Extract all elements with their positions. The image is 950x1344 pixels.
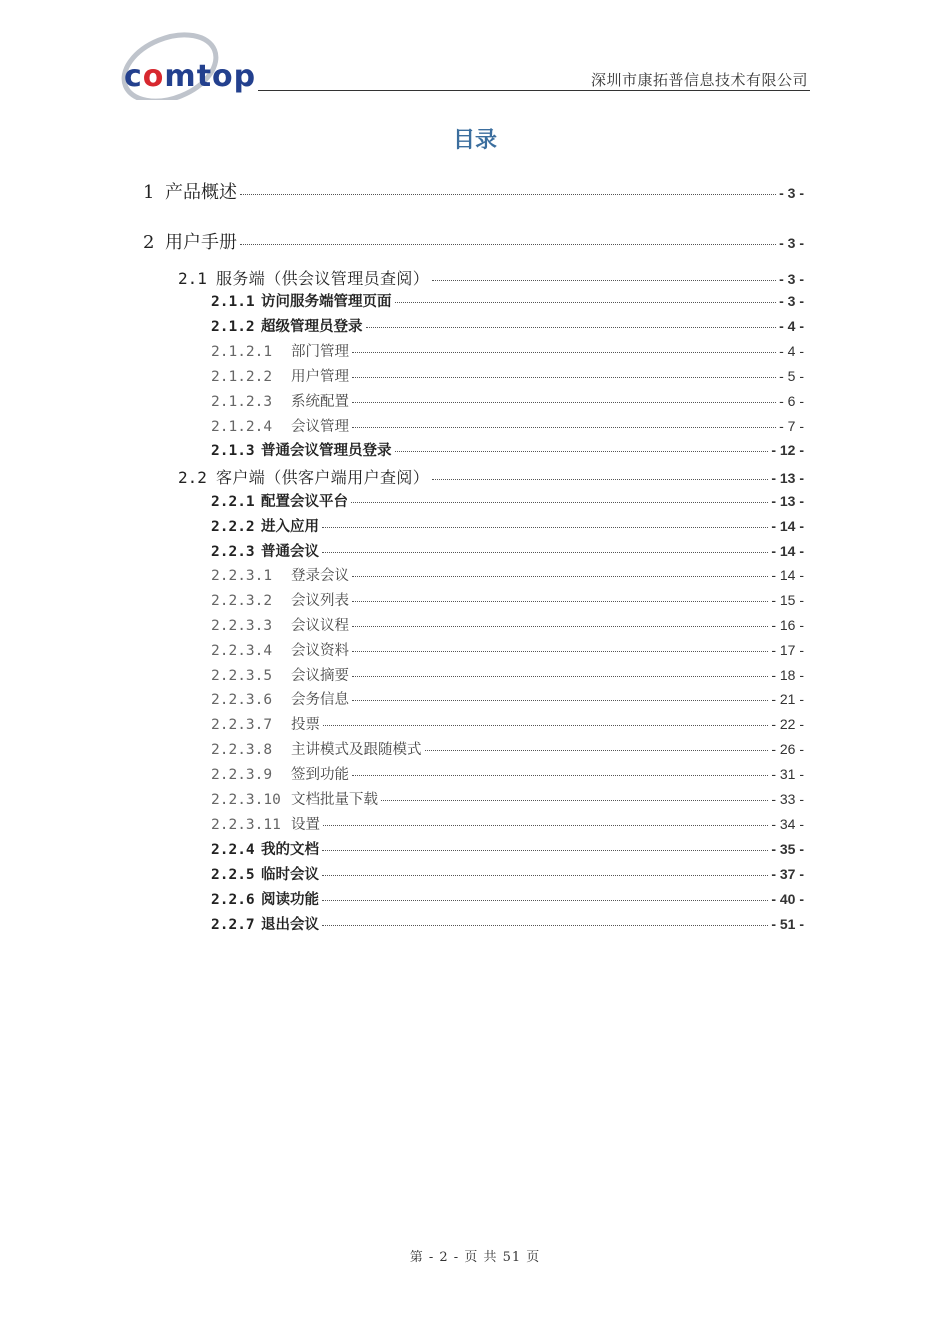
toc-dot-leader: [322, 875, 768, 876]
toc-entry-page: - 14 -: [771, 518, 804, 534]
toc-entry[interactable]: [211, 340, 804, 361]
toc-entry[interactable]: [178, 465, 804, 488]
toc-entry-number: 2.2.3.6: [211, 692, 273, 708]
toc-entry-number: 2.1.2.1: [211, 344, 273, 360]
toc-entry-label: 用户管理: [291, 369, 349, 385]
toc-entry-number: 2.1.2.2: [211, 369, 273, 385]
toc-entry-label: 超级管理员登录: [261, 319, 363, 335]
toc-entry[interactable]: [211, 688, 804, 709]
toc-dot-leader: [352, 676, 768, 677]
toc-entry[interactable]: [211, 515, 804, 536]
toc-entry-label: 会议议程: [291, 618, 349, 634]
toc-entry-page: - 37 -: [771, 866, 804, 882]
toc-entry[interactable]: [211, 290, 804, 311]
toc-entry-number: 2.2.1: [211, 494, 255, 510]
toc-dot-leader: [240, 244, 776, 245]
toc-entry-label: 阅读功能: [261, 892, 319, 908]
toc-entry[interactable]: [143, 178, 804, 204]
toc-entry-page: - 3 -: [779, 185, 804, 201]
toc-dot-leader: [322, 552, 768, 553]
toc-entry-number: 2.2.3.5: [211, 668, 273, 684]
toc-entry-label: 进入应用: [261, 519, 319, 535]
toc-entry-page: - 18 -: [771, 667, 804, 683]
toc-entry-page: - 26 -: [771, 741, 804, 757]
toc-entry-number: 2.2.7: [211, 917, 255, 933]
toc-entry-number: 2.1.2.3: [211, 394, 273, 410]
toc-entry-number: 2.2.3.8: [211, 742, 273, 758]
toc-entry-number: 2.2.3.2: [211, 593, 273, 609]
logo-wordmark: comtop: [124, 59, 257, 94]
toc-entry[interactable]: [211, 713, 804, 734]
toc-entry[interactable]: [211, 540, 804, 561]
toc-entry-label: 投票: [291, 717, 320, 733]
toc-entry-page: - 17 -: [771, 642, 804, 658]
toc-dot-leader: [352, 601, 768, 602]
toc-entry[interactable]: [211, 490, 804, 511]
toc-entry-label: 会务信息: [291, 692, 349, 708]
toc-dot-leader: [425, 750, 769, 751]
toc-dot-leader: [351, 502, 768, 503]
toc-entry-number: 2.1.3: [211, 443, 255, 459]
toc-entry[interactable]: [143, 228, 804, 254]
toc-dot-leader: [366, 327, 777, 328]
toc-entry-label: 设置: [291, 817, 320, 833]
toc-entry[interactable]: [211, 415, 804, 436]
toc-entry-label: 临时会议: [261, 867, 319, 883]
toc-dot-leader: [323, 725, 768, 726]
company-name: 深圳市康拓普信息技术有限公司: [590, 71, 808, 89]
toc-entry[interactable]: [211, 564, 804, 585]
toc-entry[interactable]: [211, 913, 804, 934]
toc-dot-leader: [432, 479, 768, 480]
toc-entry[interactable]: [211, 439, 804, 460]
toc-entry-page: - 33 -: [771, 791, 804, 807]
page-header: [112, 24, 810, 104]
toc-dot-leader: [322, 850, 768, 851]
toc-dot-leader: [352, 626, 768, 627]
toc-entry[interactable]: [211, 813, 804, 834]
toc-entry-label: 产品概述: [165, 182, 237, 203]
toc-entry-page: - 5 -: [779, 368, 804, 384]
toc-dot-leader: [322, 925, 768, 926]
header-rule: [258, 90, 810, 91]
toc-entry[interactable]: [211, 838, 804, 859]
toc-entry-label: 客户端（供客户端用户查阅）: [216, 468, 430, 487]
toc-entry-page: - 3 -: [779, 235, 804, 251]
toc-dot-leader: [323, 825, 768, 826]
toc-title: 目录: [452, 128, 497, 153]
toc-entry-number: 2.2.3.1: [211, 568, 273, 584]
toc-entry-label: 服务端（供会议管理员查阅）: [216, 269, 430, 288]
toc-entry-number: 2.2: [178, 468, 207, 487]
toc-entry-number: 2.2.3: [211, 544, 255, 560]
toc-dot-leader: [352, 775, 768, 776]
toc-entry-number: 2.2.6: [211, 892, 255, 908]
toc-entry-page: - 15 -: [771, 592, 804, 608]
toc-entry-number: 1: [143, 182, 155, 203]
toc-dot-leader: [240, 194, 776, 195]
toc-entry-page: - 4 -: [779, 343, 804, 359]
toc-entry-page: - 16 -: [771, 617, 804, 633]
toc-entry-label: 普通会议管理员登录: [261, 443, 392, 459]
toc-dot-leader: [352, 352, 776, 353]
toc-entry-label: 我的文档: [261, 842, 319, 858]
toc-entry-page: - 13 -: [771, 470, 804, 486]
toc-entry-label: 会议管理: [291, 419, 349, 435]
toc-dot-leader: [395, 302, 777, 303]
toc-entry-page: - 22 -: [771, 716, 804, 732]
toc-entry-label: 会议摘要: [291, 668, 349, 684]
toc-entry-number: 2.1: [178, 269, 207, 288]
toc-entry-page: - 7 -: [779, 418, 804, 434]
toc-entry-page: - 4 -: [779, 318, 804, 334]
toc-entry-number: 2.2.3.7: [211, 717, 273, 733]
page-footer: 第 - 2 - 页 共 51 页: [409, 1250, 541, 1265]
toc-entry-page: - 6 -: [779, 393, 804, 409]
toc-entry-label: 会议资料: [291, 643, 349, 659]
toc-entry-number: 2.2.5: [211, 867, 255, 883]
toc-entry-page: - 34 -: [771, 816, 804, 832]
toc-entry-page: - 40 -: [771, 891, 804, 907]
toc-entry-number: 2.1.2.4: [211, 419, 273, 435]
toc-entry-page: - 3 -: [779, 271, 804, 287]
toc-entry-label: 登录会议: [291, 568, 349, 584]
toc-entry-label: 退出会议: [261, 917, 319, 933]
toc-entry[interactable]: [211, 614, 804, 635]
toc-entry[interactable]: [211, 888, 804, 909]
toc-entry[interactable]: [211, 365, 804, 386]
toc-entry-page: - 12 -: [771, 442, 804, 458]
toc-dot-leader: [322, 900, 768, 901]
toc-entry[interactable]: [211, 788, 804, 809]
comtop-logo: [112, 28, 272, 100]
toc-entry-label: 系统配置: [291, 394, 349, 410]
toc-entry-page: - 35 -: [771, 841, 804, 857]
toc-dot-leader: [432, 280, 776, 281]
toc-entry[interactable]: [211, 763, 804, 784]
toc-entry-number: 2.2.3.4: [211, 643, 273, 659]
toc-dot-leader: [352, 700, 768, 701]
toc-entry-number: 2.1.2: [211, 319, 255, 335]
toc-entry-page: - 14 -: [771, 567, 804, 583]
toc-entry-number: 2.2.3.9: [211, 767, 273, 783]
toc-entry[interactable]: [211, 738, 804, 759]
toc-entry-number: 2.2.4: [211, 842, 255, 858]
toc-entry-label: 会议列表: [291, 593, 349, 609]
toc-entry-label: 主讲模式及跟随模式: [291, 742, 422, 758]
toc-entry-number: 2.2.3.10: [211, 792, 281, 808]
toc-entry-label: 配置会议平台: [261, 494, 348, 510]
toc-dot-leader: [352, 651, 768, 652]
toc-entry-number: 2.2.3.11: [211, 817, 281, 833]
toc-dot-leader: [352, 402, 776, 403]
toc-entry-number: 2.2.2: [211, 519, 255, 535]
toc-entry-label: 部门管理: [291, 344, 349, 360]
toc-dot-leader: [352, 427, 776, 428]
toc-entry[interactable]: [211, 664, 804, 685]
toc-entry[interactable]: [211, 639, 804, 660]
toc-entry-number: 2.2.3.3: [211, 618, 273, 634]
toc-entry-page: - 21 -: [771, 691, 804, 707]
toc-entry-label: 用户手册: [165, 232, 237, 253]
toc-dot-leader: [395, 451, 769, 452]
toc-entry-page: - 13 -: [771, 493, 804, 509]
toc-entry[interactable]: [211, 863, 804, 884]
toc-dot-leader: [381, 800, 768, 801]
toc-entry-label: 访问服务端管理页面: [261, 294, 392, 310]
toc-entry-label: 文档批量下载: [291, 792, 378, 808]
toc-dot-leader: [352, 576, 768, 577]
toc-entry-page: - 31 -: [771, 766, 804, 782]
toc-dot-leader: [352, 377, 776, 378]
toc-entry[interactable]: [178, 266, 804, 289]
toc-entry-page: - 14 -: [771, 543, 804, 559]
toc-entry-label: 签到功能: [291, 767, 349, 783]
toc-entry[interactable]: [211, 390, 804, 411]
toc-entry[interactable]: [211, 315, 804, 336]
toc-entry-page: - 3 -: [779, 293, 804, 309]
toc-entry-page: - 51 -: [771, 916, 804, 932]
toc-entry-number: 2.1.1: [211, 294, 255, 310]
toc-entry[interactable]: [211, 589, 804, 610]
toc-entry-number: 2: [143, 232, 155, 253]
toc-entry-label: 普通会议: [261, 544, 319, 560]
toc-dot-leader: [322, 527, 768, 528]
